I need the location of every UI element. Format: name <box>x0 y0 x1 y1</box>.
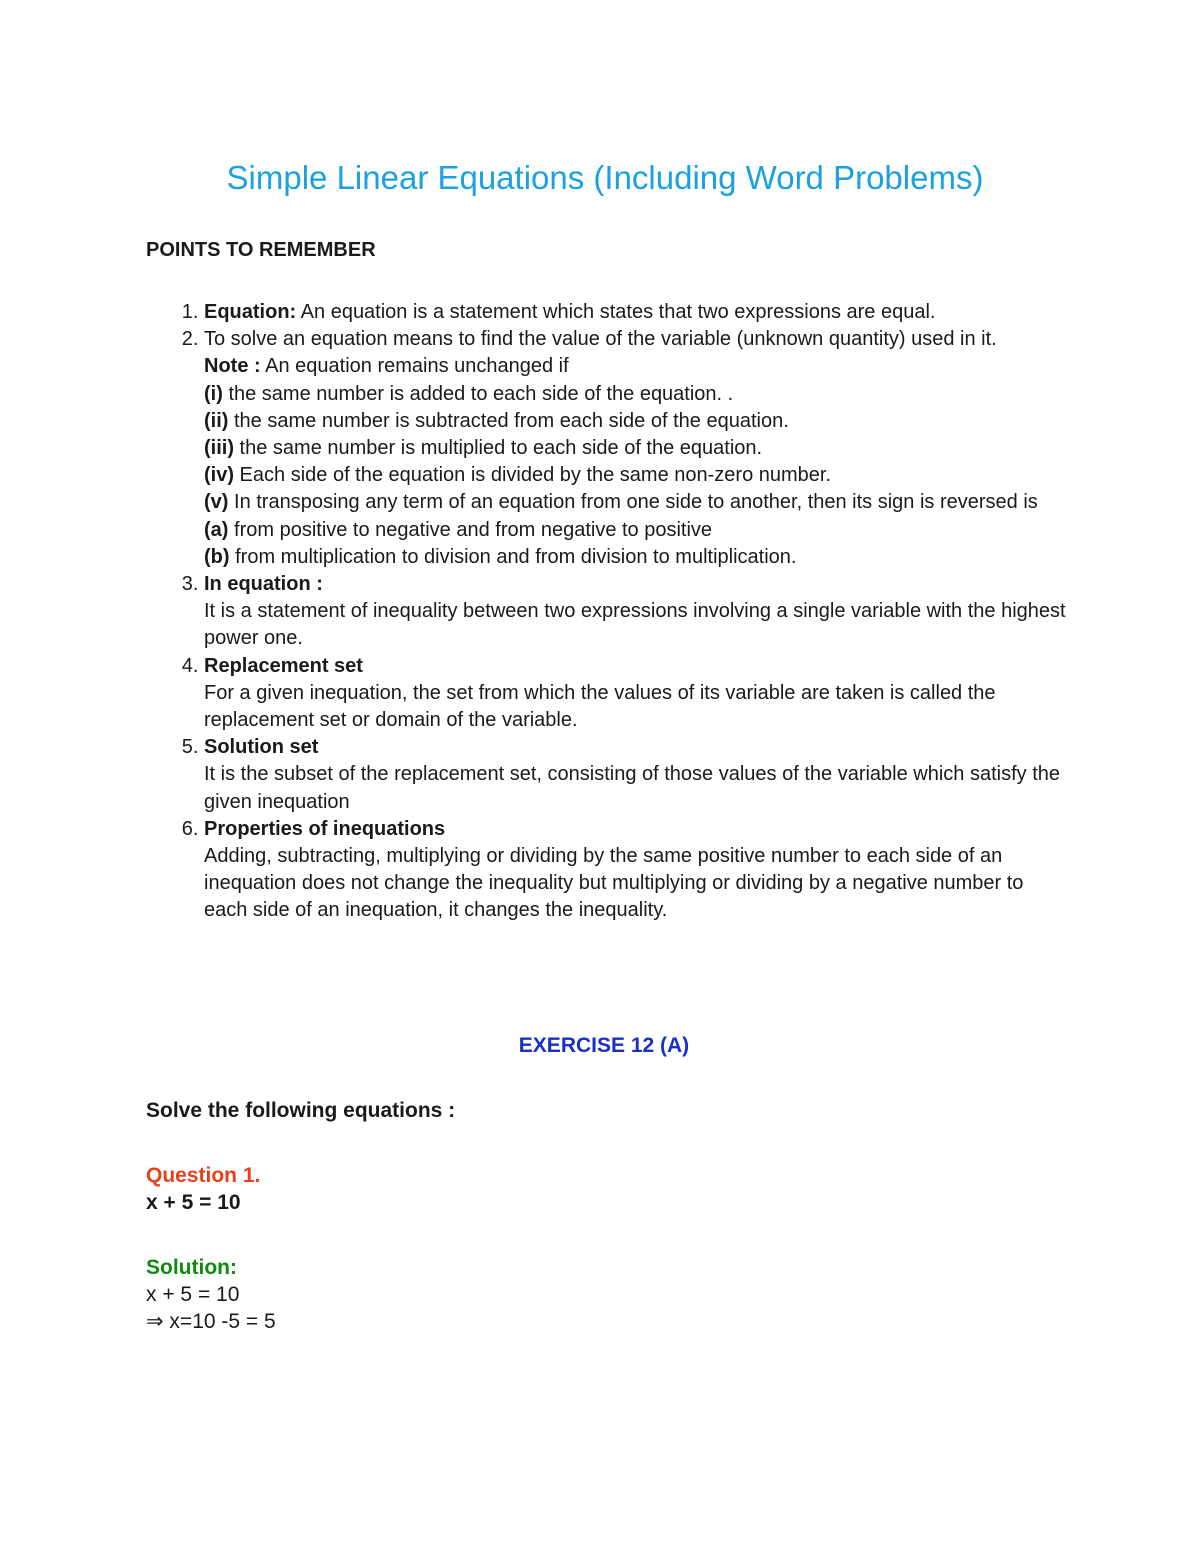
point-item-6 <box>204 816 1066 925</box>
sub-text: from multiplication to division and from division to multiplication. <box>229 545 797 568</box>
solution-label: Solution: <box>146 1256 237 1279</box>
point-text: For a given inequation, the set from which the values of its variable are taken is called the replacement set or domain of the variable. <box>204 681 996 732</box>
sub-label: (i) <box>204 382 223 405</box>
point-text: It is a statement of inequality between two expressions involving a single variable with the highest power one. <box>204 600 1066 650</box>
solution-step-1: x + 5 = 10 <box>146 1283 240 1306</box>
sub-item <box>204 408 1066 435</box>
sub-label: (v) <box>204 491 229 514</box>
point-term: Equation: <box>204 301 297 323</box>
page-title: Simple Linear Equations (Including Word Problems) <box>226 159 984 196</box>
point-item-5 <box>204 734 1066 816</box>
sub-text: the same number is multiplied to each side of the equation. <box>234 437 763 460</box>
point-term: 3. In equation : <box>204 573 323 596</box>
point-item-2 <box>204 326 1066 571</box>
note-text: An equation remains unchanged if <box>260 355 569 378</box>
note-label: Note : <box>204 355 261 378</box>
point-text: It is the subset of the replacement set, consisting of those values of the variable which satisfy the given inequation <box>204 763 1061 813</box>
sub-label: (ii) <box>204 409 229 432</box>
sub-label: (iii) <box>204 437 234 460</box>
sub-item <box>204 517 1066 544</box>
question-equation: x + 5 = 10 <box>146 1191 241 1214</box>
points-heading: POINTS TO REMEMBER <box>146 239 376 261</box>
question-label: Question 1. <box>146 1164 261 1187</box>
points-list <box>146 299 1066 925</box>
point-term: 4. Replacement set <box>204 654 363 677</box>
sub-item <box>204 462 1066 489</box>
sub-item <box>204 489 1066 516</box>
point-item-1 <box>204 299 1066 326</box>
sub-label: (b) <box>204 545 230 568</box>
point-text: Adding, subtracting, multiplying or dividing by the same positive number to each side of an inequation does not change the inequality but multiplying or dividing by a negative number to each side of an inequation, it changes the inequality. <box>204 845 1024 922</box>
sub-text: the same number is added to each side of the equation. . <box>222 382 734 405</box>
sub-label: (a) <box>204 518 229 541</box>
point-text: An equation is a statement which states that two expressions are equal. <box>296 301 936 323</box>
sub-text: In transposing any term of an equation from one side to another, then its sign is reversed is <box>228 491 1038 514</box>
solution-step-2: ⇒ x=10 -5 = 5 <box>146 1310 276 1333</box>
exercise-heading: EXERCISE 12 (A) <box>518 1034 690 1057</box>
sub-text: the same number is subtracted from each side of the equation. <box>228 409 789 432</box>
sub-text: Each side of the equation is divided by the same non-zero number. <box>234 464 832 487</box>
point-text: 2. To solve an equation means to find the value of the variable (unknown quantity) used in it. <box>204 328 997 351</box>
sub-item <box>204 381 1066 408</box>
point-term: 5. Solution set <box>204 736 319 759</box>
sub-item <box>204 544 1066 571</box>
sub-label: (iv) <box>204 464 234 487</box>
point-term: 6. Properties of inequations <box>204 817 446 840</box>
sub-item <box>204 435 1066 462</box>
point-item-4 <box>204 653 1066 735</box>
note-line <box>204 353 1066 380</box>
sub-text: from positive to negative and from negative to positive <box>228 518 713 541</box>
instruction-text: Solve the following equations : <box>146 1099 456 1122</box>
point-item-3 <box>204 571 1066 653</box>
